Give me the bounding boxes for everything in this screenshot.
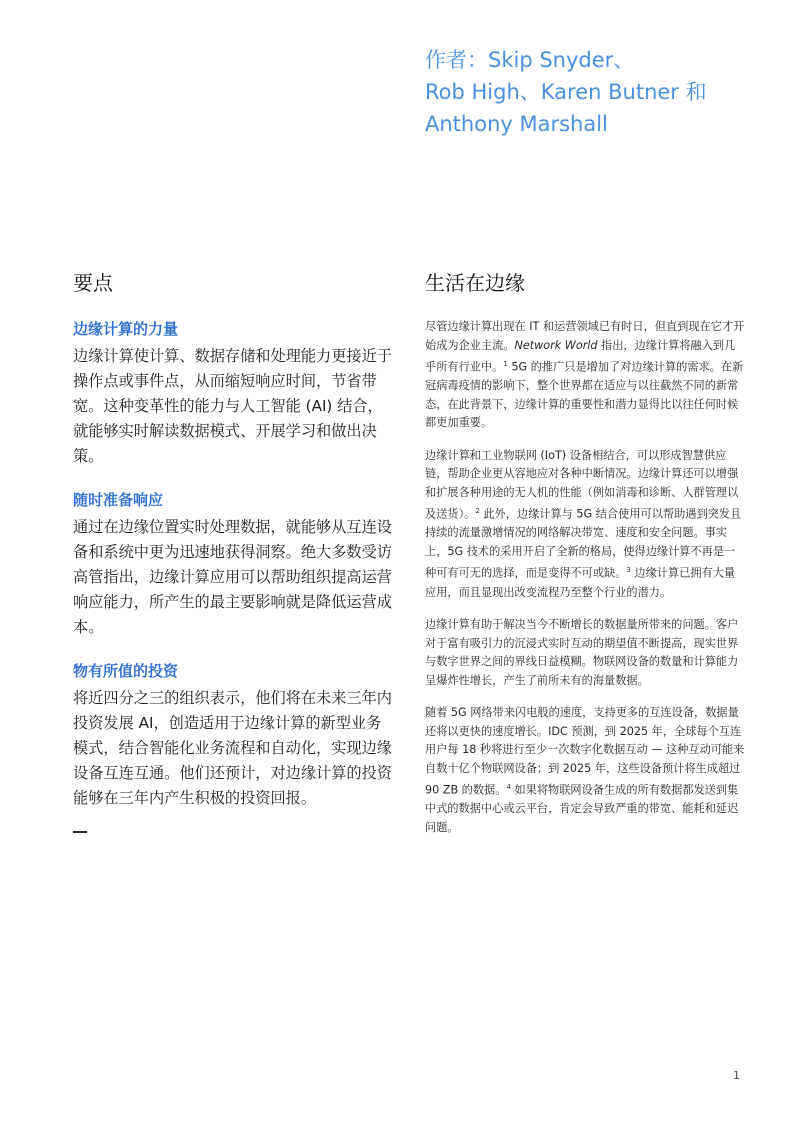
footnote-ref[interactable]: 4	[506, 783, 511, 792]
footnote-ref[interactable]: 3	[626, 566, 631, 575]
authors-line-3: Anthony Marshall	[425, 112, 608, 136]
key-point-item	[73, 489, 393, 640]
paragraph-text: 指出，边缘计算将融入到几乎所有行业中。	[425, 338, 736, 374]
paragraph-text: 边缘计算已拥有大量应用，而且显现出改变流程乃至整个行业的潜力。	[425, 567, 736, 599]
footnote-ref[interactable]: 1	[503, 360, 508, 368]
authors-line-1: 作者：Skip Snyder、	[425, 48, 635, 72]
article-paragraph-4	[425, 704, 745, 837]
article-paragraph-3: 边缘计算有助于解决当今不断增长的数据量所带来的问题。客户对于富有吸引力的沉浸式实时互动的期望值不断提高，现实世界与数字世界之间的界线日益模糊。物联网设备的数量和计算能力呈爆炸性增长，产生了前所未有的海量数据。	[425, 618, 739, 687]
article-paragraph-1	[425, 318, 745, 433]
paragraph-text: 5G 的推广只是增加了对边缘计算的需求。在新冠病毒疫情的影响下，整个世界都在适应与以往截然不同的新常态，在此背景下，边缘计算的重要性和潜力显得比以往任何时候都更加重要。	[425, 360, 744, 430]
paragraph-text: 此外，边缘计算与 5G 结合使用可以帮助遇到突发且持续的流量激增情况的网络解决带宽、速度和安全问题。事实上，5G 技术的采用开启了全新的格局，使得边缘计算不再是一种可有可无的选择，而是变得不可或缺。	[425, 507, 742, 581]
key-points-heading: 要点	[73, 271, 113, 295]
source-name: Network World	[514, 338, 598, 352]
footnote-ref[interactable]: 2	[475, 507, 480, 516]
key-point-body: 将近四分之三的组织表示，他们将在未来三年内投资发展 AI，创造适用于边缘计算的新型业务模式，结合智能化业务流程和自动化，实现边缘设备互连互通。他们还预计，对边缘计算的投资能够在三年内产生积极的投资回报。	[73, 689, 392, 807]
authors-block	[425, 44, 765, 140]
authors-line-2: Rob High、Karen Butner 和	[425, 80, 707, 104]
paragraph-text: 尽管边缘计算出现在 IT 和运营领域已有时日，但直到现在它才开始成为企业主流。	[425, 320, 745, 352]
article-heading: 生活在边缘	[425, 271, 525, 295]
main-article-column	[425, 266, 745, 851]
page-number: 1	[733, 1069, 740, 1082]
article-paragraph-2	[425, 447, 745, 602]
end-dash-divider	[73, 831, 87, 833]
key-point-title: 边缘计算的力量	[73, 320, 179, 338]
key-point-item	[73, 318, 393, 469]
key-point-title: 随时准备响应	[73, 491, 164, 509]
key-points-column	[73, 266, 393, 833]
paragraph-text: 如果将物联网设备生成的所有数据都发送到集中式的数据中心或云平台，肯定会导致严重的带宽、能耗和延迟问题。	[425, 783, 739, 834]
key-point-body: 通过在边缘位置实时处理数据，就能够从互连设备和系统中更为迅速地获得洞察。绝大多数受访高管指出，边缘计算应用可以帮助组织提高运营响应能力，所产生的最主要影响就是降低运营成本。	[73, 518, 392, 636]
paragraph-text: 随着 5G 网络带来闪电般的速度，支持更多的互连设备，数据量还将以更快的速度增长。IDC 预测，到 2025 年，全球每个互连用户每 18 秒将进行至少一次数字化数据互动 — 这种互动可能来自数十亿个物联网设备；到 2025 年，这些设备预计将生成超过 90 ZB 的数据。	[425, 706, 745, 797]
key-point-body: 边缘计算使计算、数据存储和处理能力更接近于操作点或事件点，从而缩短响应时间，节省带宽。这种变革性的能力与人工智能 (AI) 结合，就能够实时解读数据模式、开展学习和做出决策。	[73, 347, 392, 465]
key-point-item	[73, 660, 393, 811]
paragraph-text: 边缘计算和工业物联网 (IoT) 设备相结合，可以形成智慧供应链，帮助企业更从容地应对各种中断情况。边缘计算还可以增强和扩展各种用途的无人机的性能（例如消毒和诊断、人群管理以及送货）。	[425, 448, 739, 521]
key-point-title: 物有所值的投资	[73, 662, 179, 680]
